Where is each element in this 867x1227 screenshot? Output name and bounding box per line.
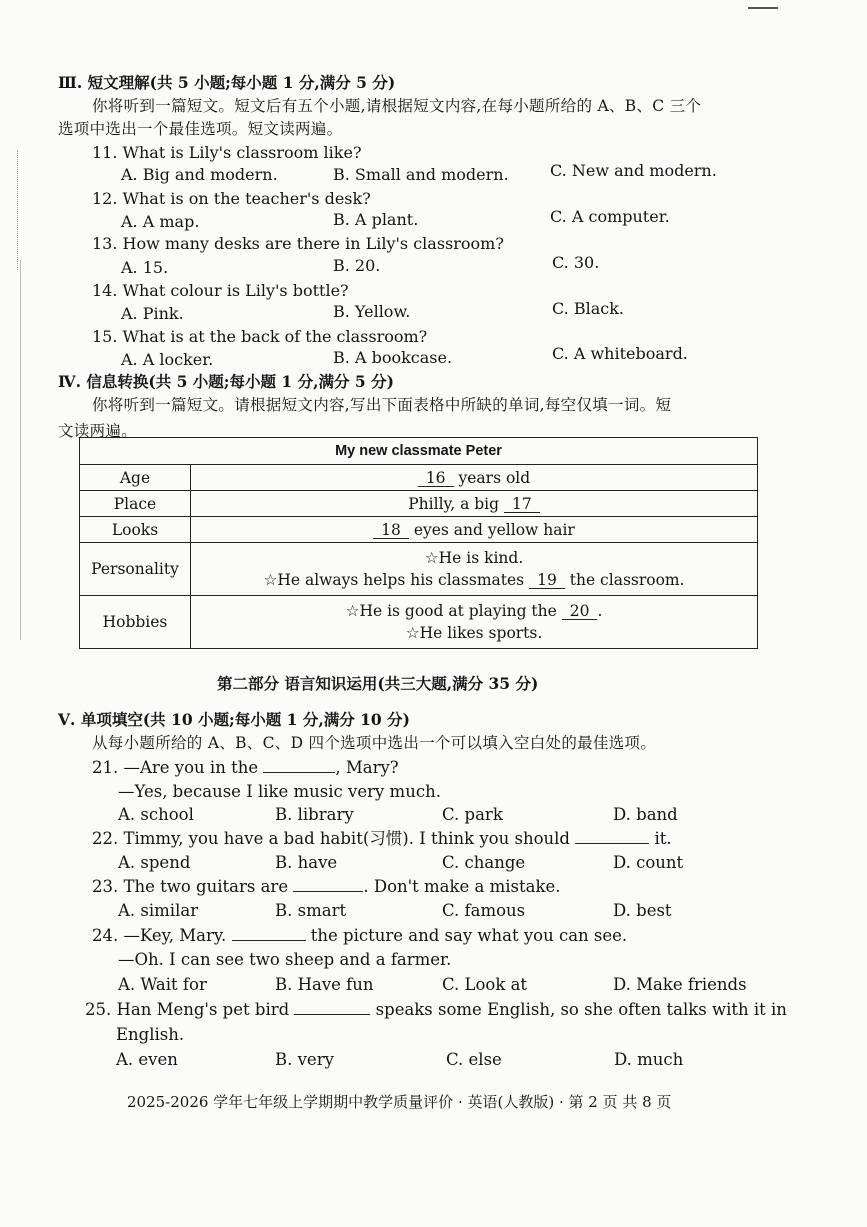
question-text: 23. The two guitars are . Don't make a mistake. xyxy=(92,877,561,896)
row-label-age: Age xyxy=(80,465,191,491)
option-d: D. band xyxy=(613,805,678,824)
option-a: A. Pink. xyxy=(121,304,184,323)
question-text: 25. Han Meng's pet bird speaks some English, so she often talks with it in xyxy=(85,1000,787,1019)
page-footer: 2025-2026 学年七年级上学期期中教学质量评价 · 英语(人教版) · 第 2 页 共 8 页 xyxy=(127,1093,672,1111)
option-b: B. library xyxy=(275,805,354,824)
option-d: D. best xyxy=(613,901,672,920)
question-text: 12. What is on the teacher's desk? xyxy=(92,189,371,208)
answer-blank[interactable] xyxy=(575,829,649,844)
option-c: C. change xyxy=(442,853,526,872)
answer-blank[interactable]: 19 xyxy=(529,573,565,589)
section-title: Ⅴ. 单项填空(共 10 小题;每小题 1 分,满分 10 分) xyxy=(58,710,410,729)
row-label-personality: Personality xyxy=(80,543,191,596)
option-a: A. school xyxy=(118,805,194,824)
option-c: C. A whiteboard. xyxy=(552,344,688,363)
answer-blank[interactable]: 16 xyxy=(418,471,454,487)
section-instruction: 你将听到一篇短文。请根据短文内容,写出下面表格中所缺的单词,每空仅填一词。短 xyxy=(92,396,672,414)
section-title: Ⅲ. 短文理解(共 5 小题;每小题 1 分,满分 5 分) xyxy=(58,73,396,92)
option-a: A. even xyxy=(116,1050,178,1069)
row-content-hobbies: ☆He is good at playing the 20 . ☆He likes sports. xyxy=(191,596,758,649)
table-row xyxy=(80,491,758,517)
section-instruction: 从每小题所给的 A、B、C、D 四个选项中选出一个可以填入空白处的最佳选项。 xyxy=(92,734,657,752)
option-b: B. A plant. xyxy=(333,210,419,229)
option-c: C. famous xyxy=(442,901,526,920)
section-instruction: 文读两遍。 xyxy=(58,422,138,440)
option-b: B. Have fun xyxy=(275,975,374,994)
option-b: B. Small and modern. xyxy=(333,165,509,184)
question-text: —Yes, because I like music very much. xyxy=(118,782,441,801)
option-c: C. A computer. xyxy=(550,207,670,226)
option-c: C. New and modern. xyxy=(550,161,717,180)
question-text: 13. How many desks are there in Lily's classroom? xyxy=(92,234,504,253)
part-title: 第二部分 语言知识运用(共三大题,满分 35 分) xyxy=(217,674,539,693)
option-b: B. have xyxy=(275,853,338,872)
answer-blank[interactable] xyxy=(293,877,363,892)
option-c: C. 30. xyxy=(552,253,600,272)
row-content-personality: ☆He is kind. ☆He always helps his classmates 19 the classroom. xyxy=(191,543,758,596)
option-b: B. Yellow. xyxy=(333,302,411,321)
binding-margin-line xyxy=(17,150,19,270)
option-a: A. 15. xyxy=(121,258,169,277)
section-instruction: 你将听到一篇短文。短文后有五个小题,请根据短文内容,在每小题所给的 A、B、C 三个 xyxy=(92,97,702,115)
table-row xyxy=(80,517,758,543)
option-d: D. count xyxy=(613,853,684,872)
question-text: 22. Timmy, you have a bad habit(习惯). I think you should it. xyxy=(92,829,672,848)
option-c: C. Look at xyxy=(442,975,528,994)
option-b: B. 20. xyxy=(333,256,381,275)
info-table xyxy=(79,437,758,649)
question-text: 11. What is Lily's classroom like? xyxy=(92,143,362,162)
question-text: English. xyxy=(116,1025,185,1044)
option-a: A. Wait for xyxy=(118,975,207,994)
section-title: Ⅳ. 信息转换(共 5 小题;每小题 1 分,满分 5 分) xyxy=(58,372,394,391)
row-label-looks: Looks xyxy=(80,517,191,543)
option-b: B. A bookcase. xyxy=(333,348,453,367)
option-a: A. A map. xyxy=(121,212,200,231)
row-label-place: Place xyxy=(80,491,191,517)
option-c: C. else xyxy=(446,1050,502,1069)
corner-scan-mark xyxy=(748,7,778,9)
answer-blank[interactable]: 17 xyxy=(504,497,540,513)
question-text: 14. What colour is Lily's bottle? xyxy=(92,281,349,300)
table-row xyxy=(80,596,758,649)
answer-blank[interactable] xyxy=(294,1000,370,1015)
table-row xyxy=(80,465,758,491)
option-b: B. very xyxy=(275,1050,334,1069)
answer-blank[interactable] xyxy=(263,758,335,773)
option-a: A. similar xyxy=(118,901,199,920)
answer-blank[interactable] xyxy=(232,926,306,941)
question-text: 21. —Are you in the , Mary? xyxy=(92,758,399,777)
answer-blank[interactable]: 20 xyxy=(562,604,598,620)
row-label-hobbies: Hobbies xyxy=(80,596,191,649)
option-c: C. Black. xyxy=(552,299,624,318)
table-row xyxy=(80,543,758,596)
table-header: My new classmate Peter xyxy=(80,438,758,465)
option-a: A. Big and modern. xyxy=(121,165,278,184)
option-c: C. park xyxy=(442,805,503,824)
row-content-age: 16 years old xyxy=(191,465,758,491)
section-instruction: 选项中选出一个最佳选项。短文读两遍。 xyxy=(58,120,343,138)
option-d: D. much xyxy=(614,1050,684,1069)
option-a: A. spend xyxy=(118,853,191,872)
row-content-place: Philly, a big 17 xyxy=(191,491,758,517)
option-d: D. Make friends xyxy=(613,975,747,994)
question-text: 24. —Key, Mary. the picture and say what you can see. xyxy=(92,926,628,945)
answer-blank[interactable]: 18 xyxy=(373,523,409,539)
row-content-looks: 18 eyes and yellow hair xyxy=(191,517,758,543)
question-text: —Oh. I can see two sheep and a farmer. xyxy=(118,950,452,969)
option-b: B. smart xyxy=(275,901,347,920)
binding-margin-line xyxy=(20,260,22,640)
option-a: A. A locker. xyxy=(121,350,214,369)
question-text: 15. What is at the back of the classroom? xyxy=(92,327,428,346)
